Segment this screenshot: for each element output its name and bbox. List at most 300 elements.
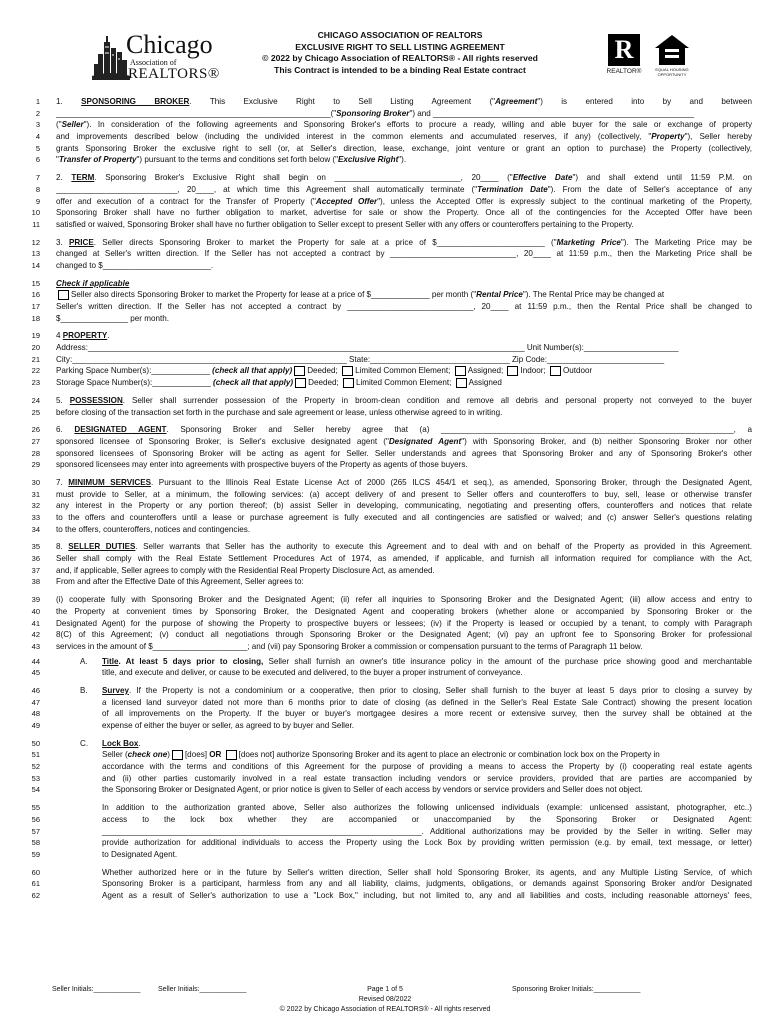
document-line [22,576,752,588]
line-text [56,237,752,249]
seller-initials-2[interactable]: Seller Initials:____________ [158,986,247,993]
line-text [56,354,752,366]
text-run: Storage Space Number(s):_____________ [56,378,214,388]
line-number: 36 [31,554,40,564]
line-number: 62 [31,890,40,900]
document-line [22,553,752,565]
text-run: City:_____________________________________________________________ State:_______________________________ Zip Code:__________________________ [56,354,665,364]
text-run: "). The Rental Price may be changed at [522,290,665,300]
document-line [22,773,752,785]
text-run: Assigned [468,378,502,388]
line-text [56,541,752,553]
text-run: to Designated Agent. [102,849,178,859]
realtor-r-icon: R [614,35,634,64]
realtor-caption: REALTOR® [606,68,642,75]
line-number: 31 [31,489,40,499]
line-number: 17 [31,302,40,311]
binding-notice: This Contract is intended to be a binding Real Estate contract [274,64,526,75]
line-text [56,154,752,166]
text-run: (check all that apply) [212,366,293,376]
document-line [22,878,752,890]
line-text [102,784,752,796]
text-run: the Property at convenient times by Sponsoring Broker, the Designated Agent and cooperating brokers (whether alone or accompanied by Sponsoring Broker or the [56,606,752,616]
line-number: 25 [31,407,40,417]
line-number: 29 [31,460,40,470]
line-number: 12 [31,237,40,247]
line-number: 59 [31,849,40,859]
line-text [56,565,752,577]
text-run: Limited Common Element; [355,366,453,376]
checkbox[interactable] [342,366,353,376]
text-run: Check if applicable [56,278,130,288]
text-run: SPONSORING BROKER [81,97,190,106]
text-run: Seller [61,120,84,130]
document-line [22,207,752,219]
checkbox[interactable] [226,750,237,760]
text-run: Seller shall furnish an owner's title insurance policy in the amount of the purchase price showing good and merchantable [263,656,752,666]
document-line [22,594,752,606]
line-text [102,697,752,709]
text-run: In addition to the authorization granted above, Seller also authorizes the following unlicensed individuals (example: unlicensed assistant, photographer, etc..) [102,803,752,813]
line-text [56,553,752,565]
document-line [22,278,752,290]
document-line [22,172,752,184]
text-run: Outdoor [562,366,593,376]
text-run: 1. [56,97,82,106]
line-text [56,248,752,260]
text-run: [does] [184,750,210,760]
line-text [56,172,752,184]
text-run: Address:_________________________________________________________________________________________________ Unit Number(s):_____________________ [56,343,679,353]
logo-association-text: Association of [130,58,177,67]
document-line [22,289,752,301]
checkbox[interactable] [507,366,518,376]
line-text [56,143,752,155]
line-text [56,477,752,489]
line-text [56,448,752,460]
line-text [56,377,752,389]
line-text [56,131,752,143]
line-text [56,207,752,219]
logo-realtors-text: REALTORS® [128,66,220,82]
line-text [56,184,752,196]
line-number: 28 [31,448,40,458]
checkbox[interactable] [294,366,305,376]
document-line [22,667,752,679]
document-line [22,407,752,419]
text-run: "). The Marketing Price may be [620,237,752,247]
document-line [22,685,752,697]
document-line [22,424,752,436]
line-number: 56 [31,814,40,824]
text-run: Indoor; [520,366,548,376]
text-run: ) [167,750,170,760]
line-text [56,260,752,272]
document-line [22,131,752,143]
text-run: Sponsoring Broker is a participant, harmless from any and all liability, claims, judgments, obligations, or demands against Sponsoring Broker and/or Designated [102,879,752,889]
line-text [56,365,752,377]
line-number: 11 [32,219,40,229]
line-text [102,720,752,732]
line-number: 52 [31,762,40,772]
line-text [102,761,752,773]
association-name: CHICAGO ASSOCIATION OF REALTORS [317,30,483,40]
text-run: sponsored licensees of Sponsoring Broker will be acting as agent for Seller. Seller understands and agrees that Sponsoring Broker and any of Sponsoring Broker's other [56,448,752,458]
chicago-association-logo [92,28,220,82]
text-run: TERM [71,173,95,183]
text-run: (i) cooperate fully with Sponsoring Broker and the Designated Agent; (ii) refer all inquiries to Sponsoring Broker and the Designated Agent; (iii) allow access and entry to [56,595,752,605]
text-run: title, and execute and deliver, or cause to be executed and delivered, to the buyer a proper instrument of conveyance. [102,668,523,678]
line-text [56,96,752,108]
document-line [22,641,752,653]
text-run: satisfied or waived, Sponsoring Broker shall have no further obligation to Seller except to present Seller with any offers or counteroffers pertaining to the Property. [56,219,634,229]
text-run: 3. [56,237,69,247]
line-number: 2 [35,108,40,118]
document-line [22,784,752,796]
text-run: . Seller warrants that Seller has the authority to execute this Agreement and to deal with and on behalf of the Property as provided in this Agreement. [135,542,752,552]
text-run: . [138,738,141,748]
document-line [22,500,752,512]
skyline-icon [92,30,130,80]
text-run: access to the lock box whether they are accompanied or unaccompanied by the Sponsoring Broker or Designated Agent: [102,814,752,824]
text-run: (" [56,120,62,130]
document-line [22,237,752,249]
document-title: EXCLUSIVE RIGHT TO SELL LISTING AGREEMENT [295,41,505,52]
text-run: DESIGNATED AGENT [74,425,167,435]
text-run: offer and execution of a contract for the Transfer of Property (" [56,196,316,206]
checkbox[interactable] [295,378,306,388]
text-run: Seller ( [102,750,128,760]
line-number: 51 [31,750,40,760]
document-line [22,436,752,448]
text-run: Accepted Offer [315,196,378,206]
realtor-logo [606,34,642,78]
text-run: . Pursuant to the Illinois Real Estate License Act of 2000 (265 ILCS 454/1 et seq.), as amended, Sponsoring Broker, through the Designated Agent, [151,477,752,487]
line-number: 55 [31,803,40,813]
text-run: . At least 5 days prior to closing, [118,656,264,666]
line-text [102,802,752,814]
line-number: 35 [31,542,40,552]
text-run: Marketing Price [556,237,621,247]
text-run: must provide to Seller, at a minimum, the following services: (a) accept delivery of and present to Seller offers and counteroffers to buy, sell, lease or otherwise transfer [56,489,752,499]
house-icon [654,34,690,66]
text-run: Parking Space Number(s):_____________ [56,366,213,376]
line-text [102,738,752,750]
text-run: sponsored licensees may enter into agreements with prospective buyers of the Property as agents of those buyers. [56,460,468,470]
document-line [22,512,752,524]
line-number: 33 [31,513,40,522]
line-number: 61 [31,879,40,889]
line-number: 38 [31,577,40,587]
line-text [102,814,752,826]
text-run: to the offers and counteroffers until a lease or purchase agreement is fully executed and all contingencies are satisfied or waived; and (c) answer Seller's questions relating [56,513,752,522]
line-text [56,629,752,641]
page-number: Page 1 of 5 [367,986,403,993]
document-line [22,749,752,761]
line-number: 8 [35,184,40,194]
text-run: 5. [56,395,70,405]
checkbox[interactable] [550,366,561,376]
text-run: OR [209,750,222,760]
text-run: 7. [56,477,69,487]
text-run: 6. [56,425,75,435]
text-run: Property [651,132,685,142]
line-text [56,301,752,313]
document-line [22,489,752,501]
text-run: POSSESSION [69,395,123,405]
document-line [22,656,752,668]
line-text [102,773,752,785]
document-line [22,890,752,902]
line-number: 18 [31,313,40,323]
text-run: "), Seller hereby [684,132,752,142]
subsection-letter: C. [80,738,89,748]
line-text [56,196,752,208]
text-run: Deeded; [308,378,341,388]
document-line [22,365,752,377]
line-text [56,641,752,653]
line-number: 49 [31,721,40,730]
line-number: 1 [35,97,40,106]
line-number: 40 [31,606,40,616]
line-number: 45 [31,668,40,678]
line-number: 50 [31,738,40,748]
line-number: 3 [35,120,40,130]
text-run: Deeded; [307,366,341,376]
line-text [56,489,752,501]
text-run: . This Exclusive Right to Sell Listing Agreement (" [189,97,496,106]
text-run: Lock Box [102,738,139,748]
checkbox[interactable] [172,750,183,760]
document-line [22,119,752,131]
text-run: expense of either the buyer or seller, as agreed to by buyer and Seller. [102,721,354,730]
line-text [56,108,752,120]
line-number: 4 [35,132,40,142]
line-text [102,890,752,902]
text-run: and (ii) other parties customarily involved in a real estate transaction including vendors or service providers, provided that are parties are accompanied by [102,773,752,783]
line-text [56,594,752,606]
line-number: 6 [35,155,40,165]
line-text [56,436,752,448]
line-text [56,395,752,407]
line-number: 53 [31,773,40,783]
line-number: 13 [31,249,40,259]
text-run: ___________________________, 20____, at which time this Agreement shall automatically terminate (" [56,184,478,194]
document-line [22,802,752,814]
text-run: . Seller shall surrender possession of the Property in broom-clean condition and remove all debris and personal property not conveyed to the buyer [122,395,752,405]
line-number: 20 [31,343,40,353]
text-run: ") and __________________________________________________________ [409,108,695,118]
document-line [22,96,752,108]
text-run: Designated Agent [388,436,462,446]
line-text [56,278,752,290]
line-number: 15 [31,278,40,288]
text-run: PROPERTY [62,331,108,341]
document-line [22,354,752,366]
text-run [221,750,223,759]
document-line [22,477,752,489]
document-line [22,342,752,354]
text-run: " [56,155,59,165]
text-run: to the offers, counteroffers, notices and contingencies. [56,524,251,534]
document-line [22,837,752,849]
text-run: PRICE [69,237,94,247]
text-run: ") with Sponsoring Broker, and (b) neither Sponsoring Broker nor other [461,436,752,446]
checkbox[interactable] [58,290,69,300]
equal-housing-logo [654,34,690,78]
text-run: "), unless the Accepted Offer is expressly subject to the continual marketing of the Property, [377,196,752,206]
line-number: 14 [31,260,40,270]
checkbox[interactable] [456,378,467,388]
text-run: "). [398,155,407,165]
seller-initials-1[interactable]: Seller Initials:____________ [52,986,141,993]
line-number: 60 [31,867,40,877]
line-text [102,849,752,861]
document-line [22,377,752,389]
document-line [22,618,752,630]
text-run: Assigned; [467,366,506,376]
line-number: 43 [31,641,40,651]
document-line [22,196,752,208]
text-run: MINIMUM SERVICES [68,477,152,487]
line-number: 39 [31,595,40,605]
text-run: Rental Price [476,290,523,300]
line-number: 23 [31,378,40,388]
line-text [56,424,752,436]
text-run: Exclusive Right [338,155,399,165]
checkbox[interactable] [455,366,466,376]
line-number: 54 [31,785,40,795]
document-line [22,738,752,750]
document-line [22,184,752,196]
document-line [22,108,752,120]
text-run: grants Sponsoring Broker the exclusive right to sell (or, at Seller's direction, lease, exchange, joint venture or grant an option to purchase) the Property (collectively, [56,143,752,153]
line-number: 30 [31,477,40,487]
document-line [22,826,752,838]
document-line [22,448,752,460]
text-run: and, if applicable, Seller agrees to comply with the Residential Real Property Disclosure Act, as amended. [56,565,435,575]
document-line [22,313,752,325]
line-number: 16 [31,290,40,300]
line-number: 44 [31,656,40,666]
line-number: 21 [31,354,40,364]
line-number: 46 [31,685,40,695]
text-run: provide authorization for additional individuals to access the Property using the Lock Box by providing written permission (e.g. by email, text message, or letter) [102,838,752,848]
text-run: changed at Seller's written direction. If the Seller has not accepted a contract by ____________________________, 20____ at 11:59 p.m., then the Marketing Price shall be [56,249,752,259]
line-text [102,878,752,890]
line-number: 34 [31,524,40,534]
line-text [56,500,752,512]
text-run: services in the amount of $_____________________; and (vii) pay Sponsoring Broker a commission or compensation pursuant to the terms of Paragraph 11 below. [56,641,643,651]
document-line [22,154,752,166]
text-run: Termination Date [477,184,548,194]
line-text [56,219,752,231]
copyright-line: © 2022 by Chicago Association of REALTORS® - All rights reserved [262,53,538,64]
text-run: Seller's written direction. If the Seller has not accepted a contract by ____________________________, 20____ at 11:59 p.m., then the Rental Price shall be changed to [56,302,752,311]
line-text [102,656,752,668]
text-run: a licensed land surveyor dated not more than 6 months prior to date of closing (as defined in the Seller's Real Estate Sale Contract) showing the present location [102,697,752,707]
text-run: . Sponsoring Broker and Seller hereby agree that (a) _________________________________________________________________, a [166,425,753,435]
text-run: the Sponsoring Broker or Designated Agent, or prior notice is given to Seller of each access by vendors or service providers and Seller does not object. [102,785,643,795]
document-line [22,867,752,879]
text-run: Whether authorized here or in the future by Seller's written direction, Seller shall hold Sponsoring Broker, its agents, and any Multiple Listing Service, of which [102,867,752,877]
text-run: ") and shall extend until 11:59 P.M. on [572,173,753,183]
text-run: ") pursuant to the terms and conditions set forth below (" [136,155,338,165]
text-run: sponsored licensee of Sponsoring Broker, is Seller's exclusive designated agent (" [56,436,389,446]
line-text [56,512,752,524]
text-run: Survey [102,685,129,695]
text-run: Effective Date [512,173,573,183]
line-number: 19 [31,331,40,341]
line-text [102,867,752,879]
text-run: Title [102,656,119,666]
text-run: Transfer of Property [58,155,137,165]
line-text [56,330,752,342]
document-line [22,143,752,155]
document-line [22,248,752,260]
text-run: "). In consideration of the following agreements and Sponsoring Broker's efforts to procure a ready, willing and able buyer for the sale or exchange of property [83,120,752,130]
checkbox[interactable] [343,378,354,388]
equal-housing-caption: EQUAL HOUSING OPPORTUNITY [655,67,689,77]
text-run: Seller also directs Sponsoring Broker to market the Property for lease at a price of $_____________ per month (" [71,290,477,300]
text-run: _______________________________________________________________________. Additional authorizations may be provided by the Seller in writing. Seller may [102,826,752,836]
footer-copyright: © 2022 by Chicago Association of REALTORS® - All rights reserved [279,1006,491,1013]
line-number: 37 [31,565,40,575]
document-line [22,219,752,231]
line-text [56,618,752,630]
document-line [22,524,752,536]
line-number: 24 [31,395,40,405]
text-run: . Seller directs Sponsoring Broker to market the Property for sale at a price of $________________________ (" [93,237,557,247]
text-run: $_______________ per month. [56,313,169,323]
document-line [22,814,752,826]
document-line [22,629,752,641]
line-text [56,459,752,471]
logo-chicago-text: Chicago [126,30,213,59]
text-run: before closing of the transaction set forth in the purchase and sale agreement or lease, unless otherwise agreed to in writing. [56,407,503,417]
text-run: 8(C) of this Agreement; (v) conduct all negotiations through Sponsoring Broker or the Designated Agent; (vi) pay an upfront fee to Sponsoring Broker for professional [56,630,752,640]
text-run: accordance with the terms and conditions of this Agreement for the purpose of providing a means to access the Property by (i) cooperating real estate agents [102,762,752,772]
line-number: 42 [31,630,40,640]
text-run: and improvements described below (including the undivided interest in the common elements and accumulated reserves, if any) (collectively, " [56,132,652,142]
line-text [56,576,752,588]
text-run: . If the Property is not a condominium or a cooperative, then prior to closing, Seller shall furnish to the buyer at least 5 days prior to closing a survey by [129,685,752,695]
text-run: check one [127,750,168,760]
document-line [22,697,752,709]
text-run: "). From the date of Seller's acceptance of any [547,184,752,194]
text-run: 4 [56,331,63,341]
line-number: 9 [35,196,40,206]
text-run: Sponsoring Broker shall have no further obligation to market, advertise for sale or show the Property. Once all of the contingencies for the Accepted Offer have been [56,208,752,218]
text-run: of all improvements on the Property. If the buyer or buyer's mortgagee desires a more recent or extensive survey, then the survey shall be obtained at the [102,709,752,719]
agreement-body [22,96,752,902]
document-line [22,459,752,471]
text-run: Limited Common Element; [355,378,454,388]
text-run: Agreement [495,97,538,106]
line-number: 57 [31,826,40,836]
broker-initials[interactable]: Sponsoring Broker Initials:____________ [512,986,641,993]
revision-date: Revised 08/2022 [358,996,412,1003]
line-text [56,407,752,419]
line-text [56,606,752,618]
text-run: From and after the Effective Date of this Agreement, Seller agrees to: [56,577,304,587]
document-line [22,708,752,720]
line-text [56,289,752,301]
text-run: _____________________________________________________________(" [56,108,337,118]
line-number: 32 [31,501,40,511]
line-number: 7 [35,173,40,183]
document-line [22,330,752,342]
